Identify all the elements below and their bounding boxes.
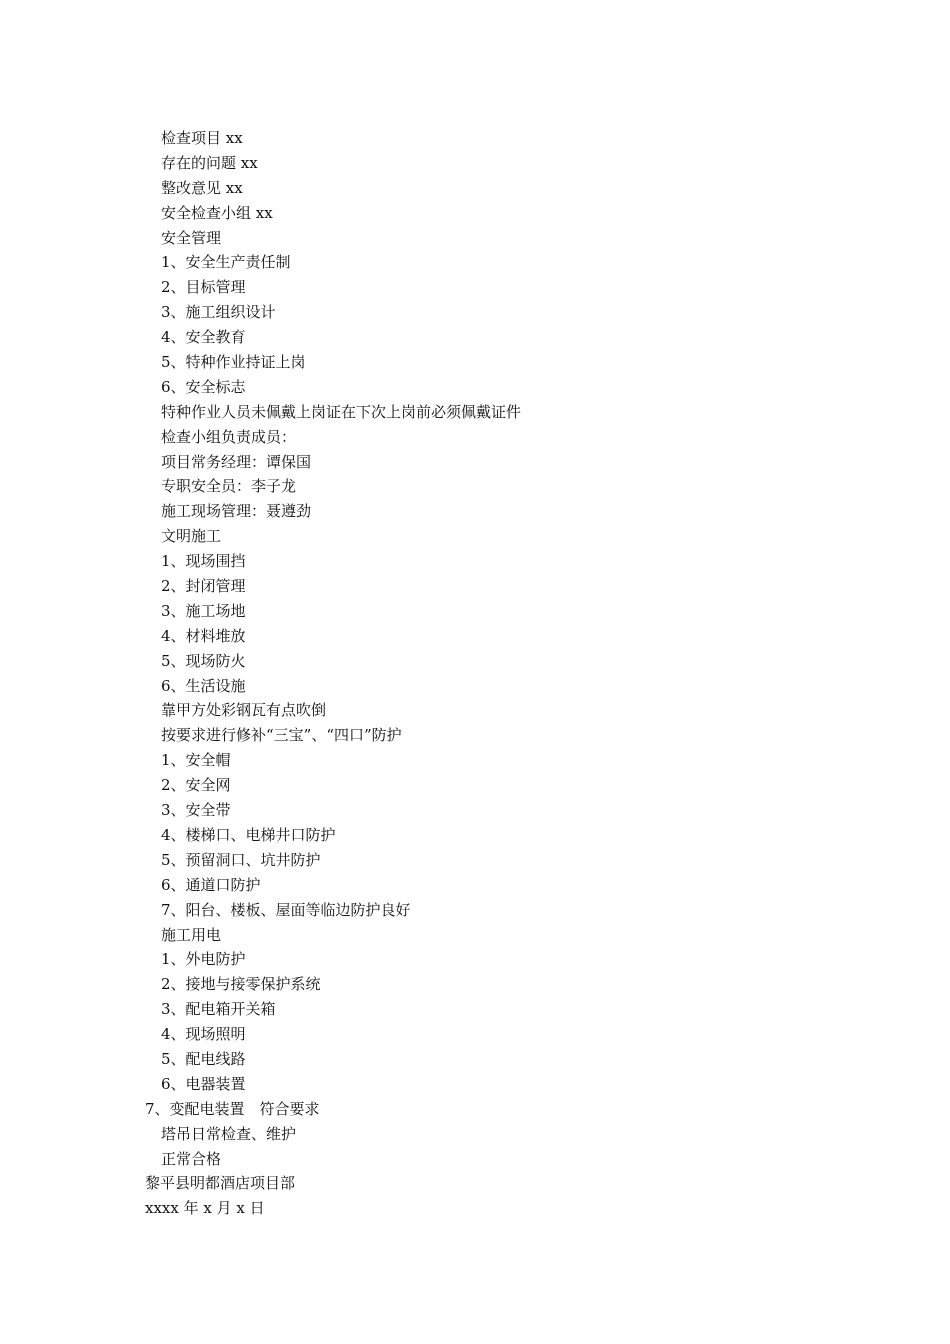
text-line: 2、接地与接零保护系统 <box>161 975 321 994</box>
text-line: 4、材料堆放 <box>161 626 246 645</box>
text-line: 6、安全标志 <box>161 377 246 396</box>
text-line: 存在的问题 xx <box>161 153 258 172</box>
text-line: 文明施工 <box>161 527 222 546</box>
text-line: 7、阳台、楼板、屋面等临边防护良好 <box>161 900 411 919</box>
text-line: 检查项目 xx <box>161 129 243 147</box>
text-line: 施工用电 <box>161 925 222 944</box>
text-line: 3、配电箱开关箱 <box>161 1000 276 1019</box>
text-line: 6、生活设施 <box>161 676 246 695</box>
text-line: 5、预留洞口、坑井防护 <box>161 850 321 869</box>
text-line: 靠甲方处彩钢瓦有点吹倒 <box>161 701 327 720</box>
text-line: xxxx 年 x 月 x 日 <box>145 1199 265 1218</box>
document-body <box>0 126 950 1221</box>
text-line: 安全检查小组 xx <box>161 203 273 222</box>
text-line: 1、现场围挡 <box>161 552 246 571</box>
text-line: 按要求进行修补“三宝”、“四口”防护 <box>161 726 402 745</box>
text-line: 特种作业人员未佩戴上岗证在下次上岗前必须佩戴证件 <box>161 402 522 421</box>
text-line: 专职安全员：李子龙 <box>161 477 297 496</box>
text-line: 1、外电防护 <box>161 950 246 969</box>
text-line: 安全管理 <box>161 228 222 247</box>
text-line: 黎平县明都酒店项目部 <box>145 1174 296 1193</box>
text-line: 1、安全生产责任制 <box>161 253 291 272</box>
text-line: 6、通道口防护 <box>161 875 261 894</box>
text-line: 6、电器装置 <box>161 1074 246 1093</box>
text-line: 项目常务经理：谭保国 <box>161 452 312 471</box>
text-line: 4、楼梯口、电梯井口防护 <box>161 825 336 844</box>
text-line: 塔吊日常检查、维护 <box>161 1124 297 1143</box>
text-line: 检查小组负责成员： <box>161 427 297 446</box>
text-line: 4、现场照明 <box>161 1025 246 1044</box>
text-line: 3、施工场地 <box>161 601 246 620</box>
text-line: 3、安全带 <box>161 801 231 820</box>
text-line: 5、特种作业持证上岗 <box>161 353 306 372</box>
text-line: 2、封闭管理 <box>161 577 246 596</box>
text-line: 1、安全帽 <box>161 751 231 770</box>
text-line: 3、施工组织设计 <box>161 303 276 322</box>
text-line: 施工现场管理：聂遵劲 <box>161 502 312 521</box>
text-line: 4、安全教育 <box>161 328 246 347</box>
text-line: 正常合格 <box>161 1149 222 1168</box>
text-line: 2、目标管理 <box>161 278 246 297</box>
text-line: 7、变配电装置 符合要求 <box>145 1099 320 1118</box>
text-line: 整改意见 xx <box>161 178 243 197</box>
text-line: 5、现场防火 <box>161 651 246 670</box>
text-line: 5、配电线路 <box>161 1049 246 1068</box>
text-line: 2、安全网 <box>161 776 231 795</box>
